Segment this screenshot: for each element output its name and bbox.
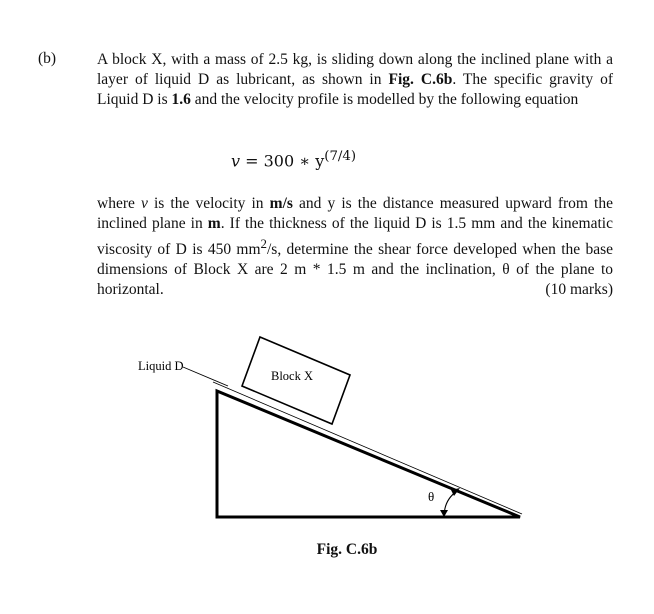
liquid-leader-line [183,367,228,386]
para1-text-1: A block X, with a mass of 2.5 kg, is sliding down along the inclined plane with a layer of liquid D as lubricant, as shown in [97,51,613,88]
figure-reference: Fig. C.6b [388,71,453,88]
block-label: Block X [271,369,314,383]
specific-gravity-value: 1.6 [171,91,191,108]
para2-text-2: is the velocity in [147,195,270,212]
liquid-layer-line [213,382,522,514]
para2-text-5: /s, determine the shear force developed when the base dimensions of Block X are 2 m * 1.5 m and the inclination, θ of the plane to horizontal. [97,241,613,299]
equation-lhs: v [231,151,241,171]
velocity-symbol: v [140,195,148,212]
figure-caption: Fig. C.6b [316,541,378,558]
part-label: (b) [38,50,57,67]
para2-text-4: . If the thickness of the liquid D is 1.5 mm and the kinematic viscosity of D is 450 mm [97,215,613,259]
para1-text-2: . The specific gravity of Liquid D is [97,71,613,108]
marks-label: (10 marks) [545,281,613,299]
liquid-label: Liquid D [138,359,184,373]
inclined-plane-triangle [217,391,520,517]
para1-text-3: and the velocity profile is modelled by the following equation [190,91,579,108]
para2-text-3: and y is the distance measured upward from the inclined plane in [97,195,613,232]
equation-exponent: (7/4) [324,149,357,164]
equation-rhs: = 300 ∗ y [240,151,325,171]
unit-m: m [207,215,221,232]
angle-label: θ [428,489,435,504]
para2-text-1: where [97,195,141,212]
unit-ms: m/s [269,195,293,212]
superscript-2: 2 [260,236,267,251]
